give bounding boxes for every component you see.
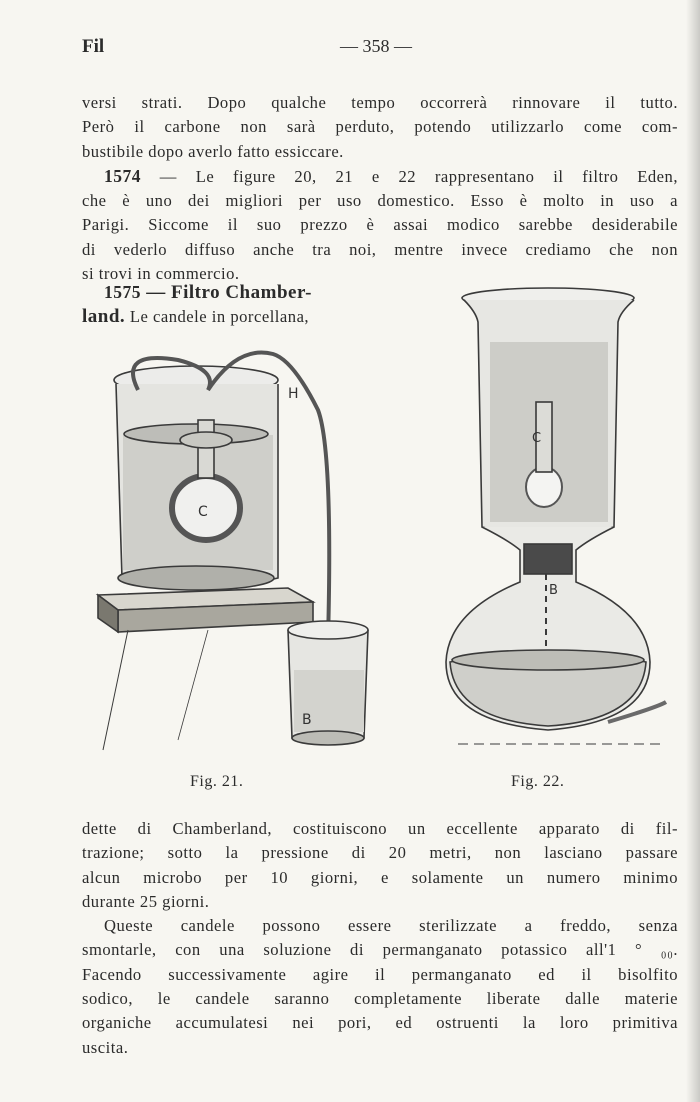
text-line: versi strati. Dopo qualche tempo occorrerà rinnovare il tutto. (82, 93, 678, 112)
text-fragment: Le candele in porcellana, (125, 307, 310, 327)
paragraph-number: 1575 (104, 282, 141, 302)
text-line: smontarle, con una soluzione di permanganato potassico all'1 ° ₀₀. (82, 940, 678, 960)
figure-22-caption: Fig. 22. (511, 773, 565, 790)
figure-21-illustration (88, 340, 388, 760)
figure-21-label-b: B (302, 712, 312, 728)
text-line (82, 305, 388, 329)
text-line: si trovi in commercio. (82, 264, 240, 284)
page-edge-shadow (686, 0, 700, 1102)
text-line: che è uno dei migliori per uso domestico. Esso è molto in uso a (82, 191, 678, 211)
page-number: — 358 — (340, 36, 412, 56)
text-line (82, 164, 678, 189)
section-title: Fil (82, 36, 105, 57)
text-line: durante 25 giorni. (82, 891, 210, 911)
body-text-bottom (82, 817, 678, 1060)
text-line: bustibile dopo averlo fatto essiccare. (82, 141, 344, 161)
text-line: di vederlo diffuso anche tra noi, mentre invece crediamo che non (82, 239, 678, 259)
figure-21-caption: Fig. 21. (190, 773, 244, 790)
section-heading: — Filtro Chamber- (141, 282, 313, 303)
text-line: sodico, le candele saranno completamente liberate dalle materie (82, 989, 678, 1009)
figure-22-illustration (428, 282, 668, 762)
paragraph-number: 1574 (104, 165, 141, 186)
body-text-beside-figure (82, 280, 388, 330)
text-line: trazione; sotto la pressione di 20 metri, non lasciano passare (82, 843, 678, 863)
text-line: uscita. (82, 1037, 129, 1057)
text-line: Parigi. Siccome il suo prezzo è assai modico sarebbe desiderabile (82, 215, 678, 235)
text-line: Però il carbone non sarà perduto, potendo utilizzarlo come com- (82, 117, 678, 137)
figure-22-label-b: B (549, 583, 558, 598)
text-fragment: — Le figure 20, 21 e 22 rappresentano il filtro Eden, (141, 166, 678, 186)
figure-22-label-c: C (532, 431, 542, 446)
text-line (82, 280, 388, 305)
text-line: dette di Chamberland, costituiscono un eccellente apparato di fil- (82, 819, 678, 838)
text-line: Facendo successivamente agire il permanganato ed il bisolfito (82, 964, 678, 984)
figure-21-label-h: H (288, 386, 299, 402)
running-header (82, 36, 678, 60)
text-line: alcun microbo per 10 giorni, e solamente un numero minimo (82, 867, 678, 887)
section-heading: land. (82, 306, 126, 328)
text-line: Queste candele possono essere sterilizzate a freddo, senza (104, 916, 678, 936)
figure-21-label-c: C (198, 504, 208, 520)
text-line: organiche accumulatesi nei pori, ed ostruenti la loro primitiva (82, 1013, 678, 1033)
body-text-top (82, 91, 678, 286)
